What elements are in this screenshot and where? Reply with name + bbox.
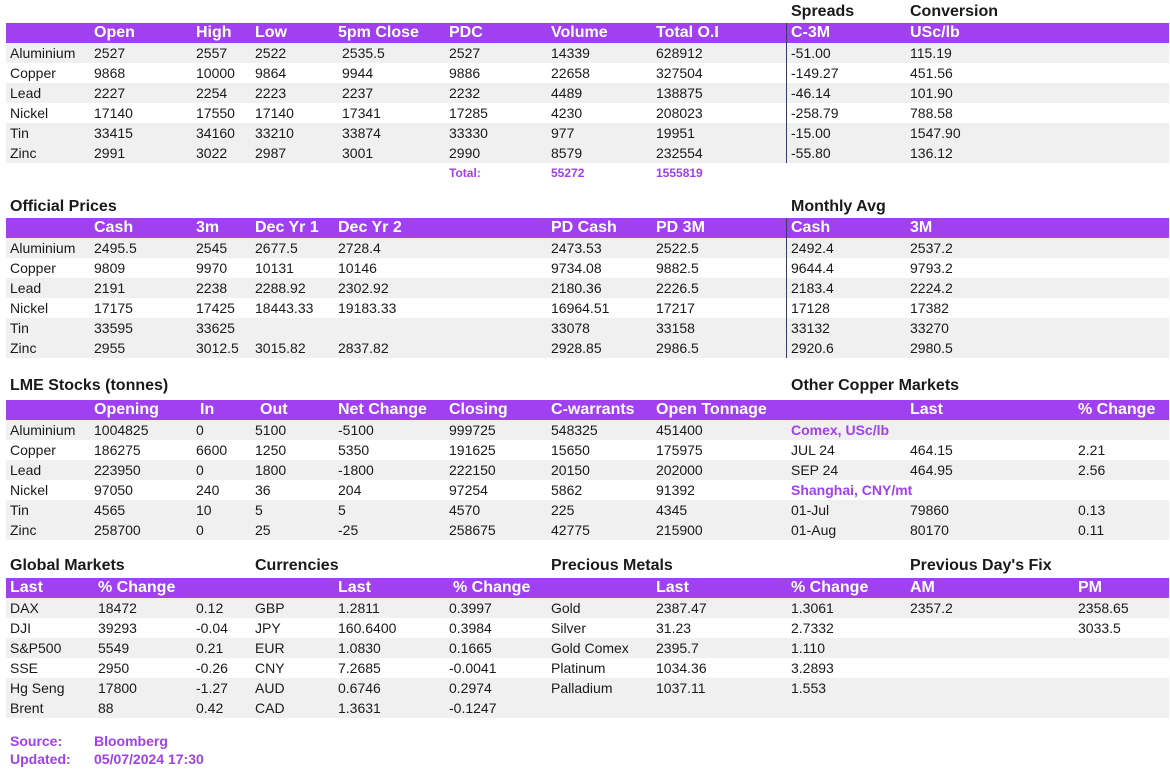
metal-name: Copper (10, 65, 56, 81)
col-header-precious-last: Last (656, 579, 689, 596)
opening-value: 97050 (94, 482, 133, 498)
pd-3m-value: 17217 (656, 300, 695, 316)
contract-label: SEP 24 (791, 462, 839, 478)
volume-value: 14339 (551, 45, 590, 61)
closing-value: 222150 (449, 462, 496, 478)
index-name: Hg Seng (10, 680, 65, 696)
spread-value: -149.27 (791, 65, 839, 81)
monthly-avg-title: Monthly Avg (791, 198, 886, 215)
opening-value: 1004825 (94, 422, 149, 438)
pd-cash-value: 2473.53 (551, 240, 602, 256)
monthly-cash-value: 17128 (791, 300, 830, 316)
index-change: -1.27 (196, 680, 228, 696)
currency-last: 160.6400 (338, 620, 397, 636)
metal-name: Tin (10, 502, 29, 518)
col-header-monthly-cash: Cash (791, 219, 831, 236)
metal-name: Copper (10, 442, 56, 458)
precious-last: 31.23 (656, 620, 692, 636)
precious-change: 3.2893 (791, 660, 834, 676)
net-change-value: -1800 (338, 462, 374, 478)
fix-pm-value: 3033.5 (1078, 620, 1121, 636)
net-change-value: 204 (338, 482, 362, 498)
col-header-uscl: USc/lb (910, 24, 960, 41)
conversion-value: 136.12 (910, 145, 953, 161)
precious-last: 2395.7 (656, 640, 699, 656)
currency-code: EUR (255, 640, 285, 656)
currency-code: AUD (255, 680, 285, 696)
conversion-value: 451.56 (910, 65, 953, 81)
currency-change: 0.1665 (449, 640, 492, 656)
row-stripe (6, 123, 1169, 143)
currency-code: JPY (255, 620, 281, 636)
precious-metals-title: Precious Metals (551, 557, 673, 574)
c-warrants-value: 548325 (551, 422, 598, 438)
col-header-cash: Cash (94, 219, 134, 236)
col-header-net-change: Net Change (338, 401, 427, 418)
low-value: 9864 (255, 65, 287, 81)
col-header-open-tonnage: Open Tonnage (656, 401, 767, 418)
contract-last: 80170 (910, 522, 949, 538)
dec-yr-2-value: 10146 (338, 260, 377, 276)
close-value: 3001 (342, 145, 374, 161)
dec-yr-2-value: 2837.82 (338, 340, 389, 356)
metal-name: Copper (10, 260, 56, 276)
metal-name: Tin (10, 320, 29, 336)
dec-yr-2-value: 2302.92 (338, 280, 389, 296)
pd-cash-value: 33078 (551, 320, 590, 336)
oi-value: 19951 (656, 125, 695, 141)
3m-value: 9970 (196, 260, 228, 276)
col-header-precious-change: % Change (791, 579, 869, 596)
open-tonnage-value: 175975 (656, 442, 703, 458)
metal-name: Zinc (10, 522, 37, 538)
close-value: 9944 (342, 65, 374, 81)
col-header-dec-yr-1: Dec Yr 1 (255, 219, 319, 236)
metal-name: Lead (10, 462, 42, 478)
open-tonnage-value: 4345 (656, 502, 688, 518)
precious-last: 1034.36 (656, 660, 707, 676)
source-label: Source: (10, 733, 63, 749)
open-value: 17140 (94, 105, 133, 121)
open-value: 9868 (94, 65, 126, 81)
dec-yr-1-value: 3015.82 (255, 340, 306, 356)
precious-name: Gold (551, 600, 581, 616)
monthly-cash-value: 2492.4 (791, 240, 834, 256)
currency-last: 7.2685 (338, 660, 381, 676)
open-tonnage-value: 215900 (656, 522, 703, 538)
closing-value: 191625 (449, 442, 496, 458)
cash-value: 2955 (94, 340, 126, 356)
pdc-value: 17285 (449, 105, 488, 121)
close-value: 2535.5 (342, 45, 385, 61)
metal-name: Nickel (10, 482, 49, 498)
pd-cash-value: 2928.85 (551, 340, 602, 356)
high-value: 34160 (196, 125, 235, 141)
col-header-c3m: C-3M (791, 24, 831, 41)
index-last: 2950 (98, 660, 130, 676)
c-warrants-value: 5862 (551, 482, 583, 498)
in-value: 0 (196, 522, 204, 538)
currency-change: 0.3984 (449, 620, 492, 636)
comex-market-label: Comex, USc/lb (791, 422, 890, 438)
spread-value: -46.14 (791, 85, 831, 101)
currency-last: 1.2811 (338, 600, 380, 616)
global-markets-title: Global Markets (10, 557, 125, 574)
pdc-value: 9886 (449, 65, 481, 81)
col-header-currency-last: Last (338, 579, 371, 596)
col-header-global-change: % Change (98, 579, 176, 596)
col-header-out: Out (260, 401, 288, 418)
metal-name: Tin (10, 125, 29, 141)
contract-label: 01-Aug (791, 522, 837, 538)
dec-yr-2-value: 19183.33 (338, 300, 397, 316)
official-prices-title: Official Prices (10, 198, 117, 215)
index-last: 88 (98, 700, 114, 716)
oi-value: 208023 (656, 105, 703, 121)
col-header-volume: Volume (551, 24, 608, 41)
volume-value: 22658 (551, 65, 590, 81)
spread-value: -15.00 (791, 125, 831, 141)
3m-value: 2545 (196, 240, 228, 256)
index-last: 5549 (98, 640, 130, 656)
dec-yr-1-value: 2288.92 (255, 280, 306, 296)
col-header-3m: 3m (196, 219, 220, 236)
low-value: 2987 (255, 145, 287, 161)
updated-label: Updated: (10, 751, 71, 767)
precious-last: 2387.47 (656, 600, 707, 616)
low-value: 33210 (255, 125, 294, 141)
out-value: 25 (255, 522, 271, 538)
volume-value: 8579 (551, 145, 583, 161)
closing-value: 258675 (449, 522, 496, 538)
pdc-value: 2232 (449, 85, 481, 101)
3m-value: 2238 (196, 280, 228, 296)
high-value: 3022 (196, 145, 228, 161)
net-change-value: -5100 (338, 422, 374, 438)
currency-change: -0.1247 (449, 700, 497, 716)
spread-value: -55.80 (791, 145, 831, 161)
row-stripe (6, 83, 1169, 103)
precious-change: 1.3061 (791, 600, 834, 616)
high-value: 17550 (196, 105, 235, 121)
oi-value: 138875 (656, 85, 703, 101)
low-value: 2522 (255, 45, 287, 61)
index-change: 0.12 (196, 600, 224, 616)
pd-cash-value: 16964.51 (551, 300, 610, 316)
contract-change: 0.11 (1078, 522, 1105, 538)
col-header-pdc: PDC (449, 24, 483, 41)
precious-last: 1037.11 (656, 680, 706, 696)
net-change-value: 5 (338, 502, 346, 518)
col-header-5pm-close: 5pm Close (338, 24, 419, 41)
index-last: 18472 (98, 600, 137, 616)
open-tonnage-value: 91392 (656, 482, 695, 498)
c-warrants-value: 15650 (551, 442, 590, 458)
contract-change: 0.13 (1078, 502, 1106, 518)
volume-value: 977 (551, 125, 575, 141)
col-header-dec-yr-2: Dec Yr 2 (338, 219, 402, 236)
metal-name: Nickel (10, 300, 49, 316)
monthly-cash-value: 2183.4 (791, 280, 834, 296)
col-header-pd-3m: PD 3M (656, 219, 705, 236)
pdc-value: 33330 (449, 125, 488, 141)
out-value: 36 (255, 482, 271, 498)
pd-cash-value: 2180.36 (551, 280, 602, 296)
opening-value: 223950 (94, 462, 141, 478)
in-value: 0 (196, 422, 204, 438)
cash-value: 17175 (94, 300, 133, 316)
oi-value: 327504 (656, 65, 703, 81)
currency-code: GBP (255, 600, 285, 616)
col-header-copper-last: Last (910, 401, 943, 418)
conversion-value: 788.58 (910, 105, 953, 121)
metal-name: Zinc (10, 145, 37, 161)
lme-stocks-title: LME Stocks (tonnes) (10, 377, 169, 394)
pdc-value: 2527 (449, 45, 481, 61)
precious-name: Gold Comex (551, 640, 629, 656)
open-value: 2527 (94, 45, 126, 61)
pd-cash-value: 9734.08 (551, 260, 602, 276)
currency-last: 0.6746 (338, 680, 381, 696)
in-value: 6600 (196, 442, 228, 458)
metal-name: Aluminium (10, 422, 76, 438)
pd-3m-value: 2986.5 (656, 340, 699, 356)
opening-value: 258700 (94, 522, 141, 538)
open-value: 2991 (94, 145, 126, 161)
contract-label: 01-Jul (791, 502, 830, 518)
cash-value: 2495.5 (94, 240, 137, 256)
total-volume: 55272 (551, 166, 585, 180)
c-warrants-value: 225 (551, 502, 575, 518)
currency-change: -0.0041 (449, 660, 497, 676)
precious-name: Platinum (551, 660, 606, 676)
row-stripe (6, 143, 1169, 163)
updated-value: 05/07/2024 17:30 (94, 751, 204, 767)
monthly-3m-value: 2537.2 (910, 240, 953, 256)
out-value: 1250 (255, 442, 287, 458)
contract-label: JUL 24 (791, 442, 835, 458)
currency-code: CNY (255, 660, 285, 676)
dec-yr-1-value: 2677.5 (255, 240, 298, 256)
index-change: -0.26 (196, 660, 228, 676)
dec-yr-1-value: 10131 (255, 260, 294, 276)
out-value: 1800 (255, 462, 287, 478)
col-header-c-warrants: C-warrants (551, 401, 635, 418)
close-value: 2237 (342, 85, 374, 101)
metal-name: Lead (10, 280, 42, 296)
open-value: 33415 (94, 125, 133, 141)
volume-value: 4489 (551, 85, 583, 101)
conversion-value: 101.90 (910, 85, 953, 101)
currency-code: CAD (255, 700, 285, 716)
precious-change: 1.553 (791, 680, 827, 696)
index-name: DAX (10, 600, 39, 616)
c-warrants-value: 20150 (551, 462, 590, 478)
contract-last: 79860 (910, 502, 949, 518)
3m-value: 33625 (196, 320, 235, 336)
index-change: 0.21 (196, 640, 224, 656)
monthly-cash-value: 9644.4 (791, 260, 834, 276)
in-value: 10 (196, 502, 212, 518)
in-value: 240 (196, 482, 220, 498)
open-value: 2227 (94, 85, 126, 101)
pd-3m-value: 33158 (656, 320, 695, 336)
row-stripe (6, 598, 1169, 618)
3m-value: 17425 (196, 300, 235, 316)
pd-3m-value: 2522.5 (656, 240, 699, 256)
close-value: 33874 (342, 125, 381, 141)
index-change: -0.04 (196, 620, 228, 636)
total-oi: 1555819 (656, 166, 703, 180)
opening-value: 186275 (94, 442, 141, 458)
source-value: Bloomberg (94, 733, 168, 749)
currency-last: 1.3631 (338, 700, 381, 716)
col-header-fix-am: AM (910, 579, 935, 596)
metal-name: Lead (10, 85, 42, 101)
closing-value: 999725 (449, 422, 496, 438)
spread-value: -51.00 (791, 45, 831, 61)
col-header-monthly-3m: 3M (910, 219, 933, 236)
currency-change: 0.3997 (449, 600, 492, 616)
col-header-open: Open (94, 24, 135, 41)
row-stripe (6, 698, 1169, 718)
currency-change: 0.2974 (449, 680, 492, 696)
precious-name: Palladium (551, 680, 613, 696)
col-header-total-oi: Total O.I (656, 24, 719, 41)
out-value: 5100 (255, 422, 287, 438)
index-last: 17800 (98, 680, 137, 696)
precious-change: 1.110 (791, 640, 825, 656)
dec-yr-2-value: 2728.4 (338, 240, 381, 256)
column-divider (786, 23, 787, 163)
monthly-3m-value: 2980.5 (910, 340, 953, 356)
metal-name: Nickel (10, 105, 49, 121)
index-name: Brent (10, 700, 44, 716)
cash-value: 9809 (94, 260, 126, 276)
contract-change: 2.21 (1078, 442, 1106, 458)
high-value: 2557 (196, 45, 228, 61)
monthly-cash-value: 2920.6 (791, 340, 834, 356)
fix-am-value: 2357.2 (910, 600, 953, 616)
other-copper-title: Other Copper Markets (791, 377, 960, 394)
pdc-value: 2990 (449, 145, 481, 161)
row-stripe (6, 500, 1169, 520)
pd-3m-value: 9882.5 (656, 260, 699, 276)
monthly-3m-value: 17382 (910, 300, 949, 316)
col-header-currency-change: % Change (453, 579, 531, 596)
cash-value: 33595 (94, 320, 133, 336)
high-value: 10000 (196, 65, 235, 81)
closing-value: 4570 (449, 502, 481, 518)
spread-value: -258.79 (791, 105, 839, 121)
col-header-fix-pm: PM (1078, 579, 1102, 596)
oi-value: 232554 (656, 145, 703, 161)
monthly-3m-value: 9793.2 (910, 260, 953, 276)
markets-header-bar (6, 578, 1169, 598)
index-name: SSE (10, 660, 39, 676)
currencies-title: Currencies (255, 557, 339, 574)
conversion-value: 1547.90 (910, 125, 961, 141)
cash-value: 2191 (94, 280, 126, 296)
oi-value: 628912 (656, 45, 703, 61)
col-header-copper-change: % Change (1078, 401, 1156, 418)
contract-change: 2.56 (1078, 462, 1106, 478)
dec-yr-1-value: 18443.33 (255, 300, 314, 316)
col-header-closing: Closing (449, 401, 508, 418)
contract-last: 464.15 (910, 442, 953, 458)
col-header-in: In (200, 401, 215, 418)
volume-value: 4230 (551, 105, 583, 121)
conversion-value: 115.19 (910, 45, 952, 61)
index-change: 0.42 (196, 700, 224, 716)
precious-name: Silver (551, 620, 587, 636)
in-value: 0 (196, 462, 204, 478)
precious-change: 2.7332 (791, 620, 834, 636)
high-value: 2254 (196, 85, 228, 101)
col-header-opening: Opening (94, 401, 159, 418)
col-header-pd-cash: PD Cash (551, 219, 617, 236)
metal-name: Zinc (10, 340, 37, 356)
spreads-title: Spreads (791, 3, 855, 20)
index-last: 39293 (98, 620, 137, 636)
open-tonnage-value: 451400 (656, 422, 703, 438)
col-header-global-last: Last (10, 579, 43, 596)
metal-name: Aluminium (10, 240, 76, 256)
monthly-3m-value: 33270 (910, 320, 949, 336)
contract-last: 464.95 (910, 462, 953, 478)
col-header-low: Low (255, 24, 287, 41)
opening-value: 4565 (94, 502, 126, 518)
net-change-value: 5350 (338, 442, 370, 458)
monthly-cash-value: 33132 (791, 320, 830, 336)
net-change-value: -25 (338, 522, 359, 538)
monthly-3m-value: 2224.2 (910, 280, 953, 296)
previous-fix-title: Previous Day's Fix (910, 557, 1052, 574)
low-value: 17140 (255, 105, 294, 121)
col-header-high: High (196, 24, 232, 41)
c-warrants-value: 42775 (551, 522, 590, 538)
column-divider (786, 218, 787, 358)
index-name: S&P500 (10, 640, 62, 656)
currency-last: 1.0830 (338, 640, 381, 656)
pd-3m-value: 2226.5 (656, 280, 699, 296)
fix-pm-value: 2358.65 (1078, 600, 1129, 616)
3m-value: 3012.5 (196, 340, 239, 356)
metal-name: Aluminium (10, 45, 76, 61)
conversion-title: Conversion (910, 3, 999, 20)
shanghai-market-label: Shanghai, CNY/mt (791, 482, 913, 498)
close-value: 17341 (342, 105, 381, 121)
total-label: Total: (449, 166, 481, 180)
closing-value: 97254 (449, 482, 488, 498)
index-name: DJI (10, 620, 31, 636)
out-value: 5 (255, 502, 263, 518)
low-value: 2223 (255, 85, 287, 101)
open-tonnage-value: 202000 (656, 462, 703, 478)
